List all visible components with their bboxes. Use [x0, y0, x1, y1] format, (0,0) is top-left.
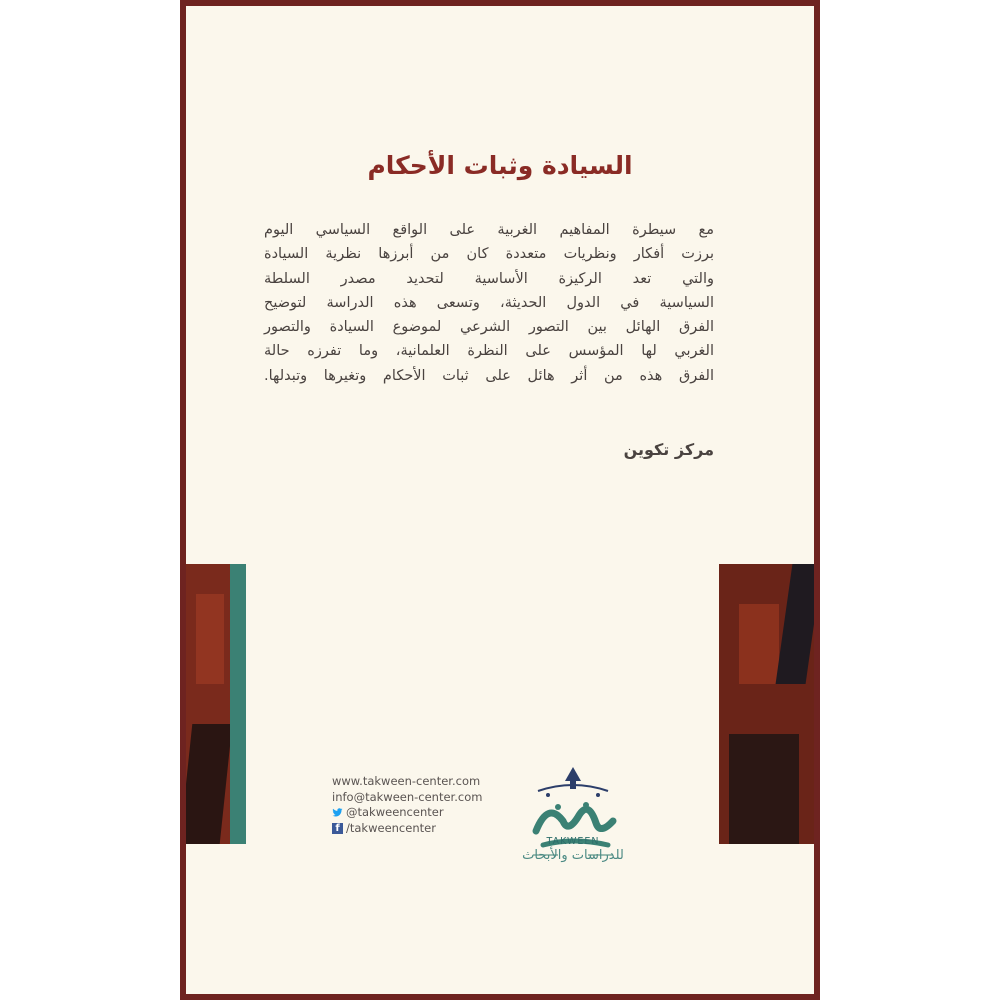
- facebook-icon: f: [332, 823, 343, 834]
- logo-latin-text: TAKWEEN: [546, 836, 600, 847]
- website-text: www.takween-center.com: [332, 774, 481, 788]
- twitter-bird-icon: [332, 807, 343, 818]
- blurb-line: برزت أفكار ونظريات متعددة كان من أبرزها نظرية السيادة: [264, 246, 714, 263]
- twitter-text: @takweencenter: [346, 805, 444, 819]
- blurb-line: والتي تعد الركيزة الأساسية لتحديد مصدر السلطة: [264, 270, 714, 287]
- blurb-line: الفرق الهائل بين التصور الشرعي لموضوع السيادة والتصور: [264, 319, 714, 336]
- email-line: [332, 790, 512, 806]
- contact-block: [332, 774, 512, 836]
- blurb-line: السياسية في الدول الحديثة، وتسعى هذه الدراسة لتوضيح: [264, 294, 714, 311]
- facebook-line: [332, 821, 512, 837]
- blurb-line: الغربي لها المؤسس على النظرة العلمانية، وما تفرزه حالة: [264, 343, 714, 360]
- facebook-text: /takweencenter: [346, 820, 436, 835]
- website-line: [332, 774, 512, 790]
- blurb-line: مع سيطرة المفاهيم الغربية على الواقع السياسي اليوم: [264, 222, 714, 238]
- logo-subtitle: للدراسات والأبحاث: [522, 848, 624, 863]
- book-title: السيادة وثبات الأحكام: [367, 151, 633, 180]
- blurb-line: الفرق هذه من أثر هائل على ثبات الأحكام وتغيرها وتبدلها.: [264, 367, 714, 384]
- book-blurb: [264, 218, 714, 388]
- decorative-art-strip-left: [186, 564, 246, 844]
- twitter-line: [332, 805, 512, 821]
- book-back-cover: [180, 0, 820, 1000]
- decorative-art-strip-right: [719, 564, 814, 844]
- publisher-name: مركز تكوين: [623, 440, 714, 459]
- email-text: info@takween-center.com: [332, 789, 483, 804]
